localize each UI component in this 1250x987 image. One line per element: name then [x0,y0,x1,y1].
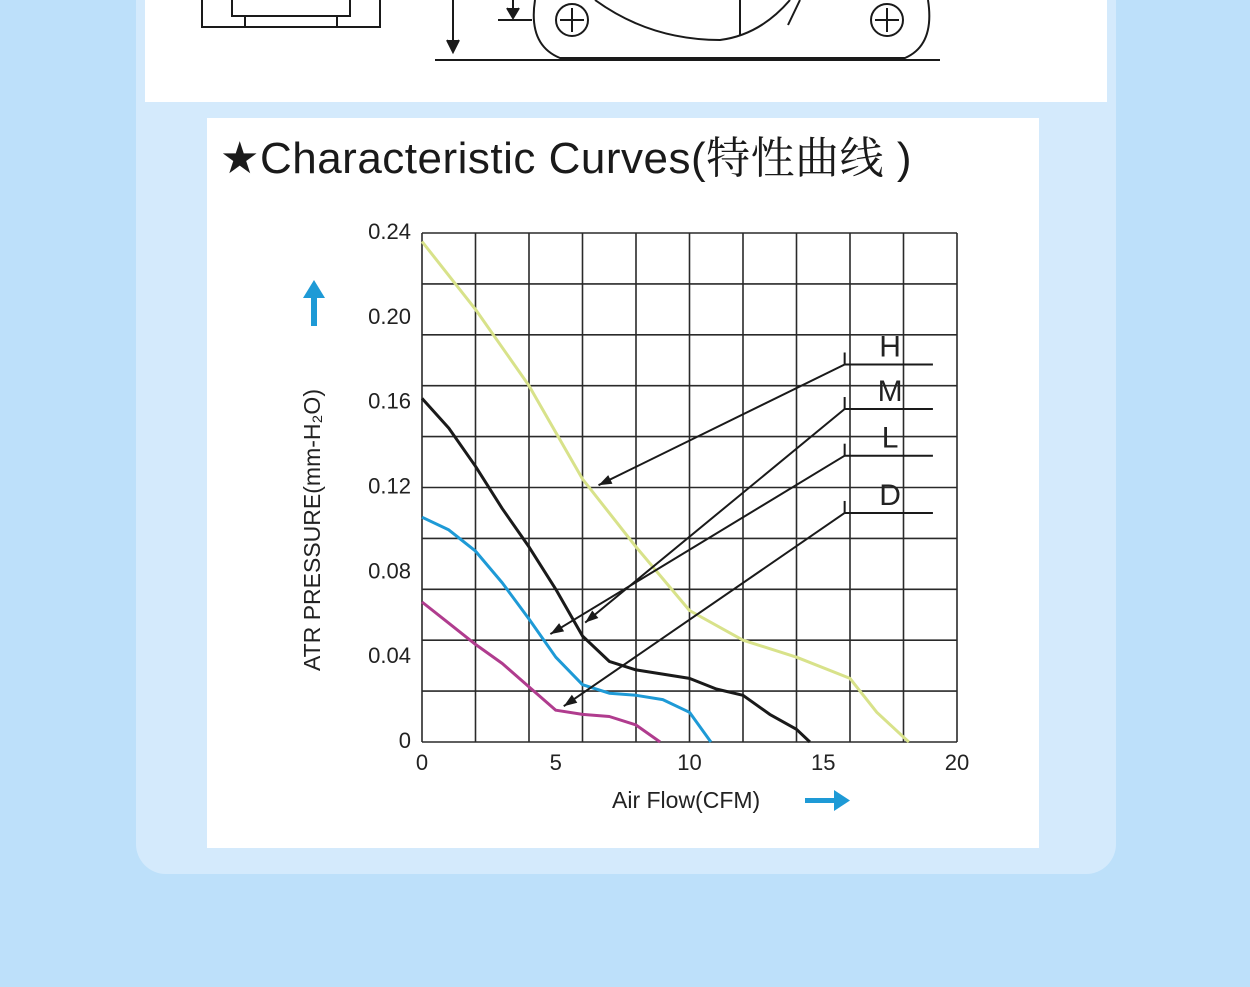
chart-series [422,242,909,743]
y-tick-label: 0.16 [368,388,411,414]
series-label-d: D [879,478,901,512]
y-tick-label: 0 [398,728,411,753]
x-tick-label: 5 [549,750,562,775]
leader-arrowhead [599,475,613,485]
x-tick-label: 20 [944,750,970,775]
chart-grid [422,233,957,742]
x-axis-label: Air Flow(CFM) [612,787,761,813]
leader-arrowhead [550,623,564,634]
series-line-h [422,242,909,743]
y-tick-label: 0.04 [368,643,411,669]
series-line-l [422,517,711,742]
series-leader-arrows [550,352,933,706]
y-tick-label: 0.24 [368,219,411,244]
chart-title: ★Characteristic Curves(特性曲线 ) [220,134,913,183]
leader-arrowhead [564,695,578,706]
series-label-l: L [881,421,899,455]
y-axis-arrow-icon [303,280,325,326]
x-axis-arrow-icon [805,790,850,811]
y-tick-label: 0.08 [368,558,411,584]
x-tick-label: 0 [415,750,429,775]
leader-line [585,409,845,623]
leader-line [550,456,844,634]
series-labels [878,330,903,511]
y-tick-label: 0.20 [368,303,411,329]
screw-hole-icon [871,4,903,36]
x-tick-label: 10 [677,750,702,775]
series-label-h: H [879,330,901,364]
series-line-d [422,602,660,742]
screw-hole-icon [556,4,588,36]
y-tick-label: 0.12 [368,473,411,499]
series-label-m: M [877,375,903,409]
x-tick-label: 15 [811,750,836,775]
y-axis-label: ATR PRESSURE(mm-H₂O) [299,389,325,671]
